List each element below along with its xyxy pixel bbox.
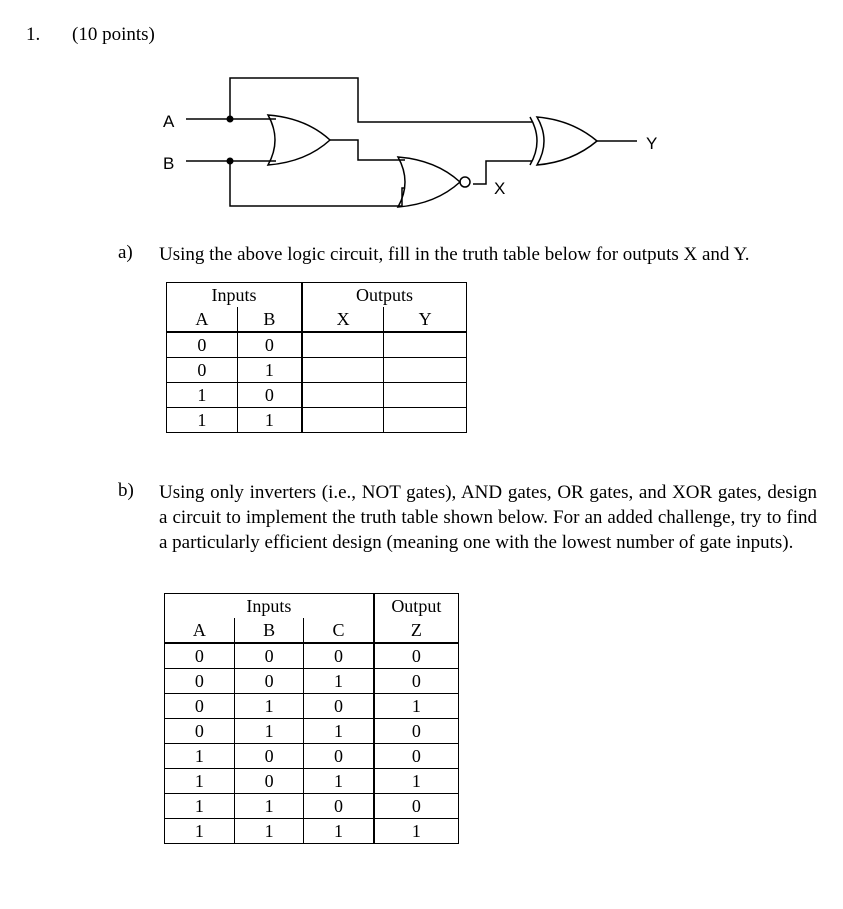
cell-x[interactable] (302, 358, 384, 383)
column-header-a: A (165, 618, 235, 643)
cell-b: 1 (237, 358, 302, 383)
part-b-label: b) (118, 480, 134, 501)
header-outputs: Outputs (302, 283, 466, 308)
table-row (167, 408, 467, 433)
cell-z: 1 (374, 819, 459, 844)
cell-c: 0 (304, 794, 374, 819)
table-row (165, 794, 459, 819)
cell-y[interactable] (384, 383, 467, 408)
cell-z: 0 (374, 744, 459, 769)
xor-input-curve (530, 117, 537, 165)
cell-b: 1 (234, 719, 304, 744)
question-points: (10 points) (72, 24, 155, 45)
table-row (167, 358, 467, 383)
cell-b: 1 (234, 794, 304, 819)
cell-b: 0 (234, 669, 304, 694)
question-number: 1. (26, 24, 41, 45)
cell-y[interactable] (384, 408, 467, 433)
table-row (165, 694, 459, 719)
column-header-b: B (234, 618, 304, 643)
nor-inverter-bubble (460, 177, 470, 187)
cell-a: 0 (167, 332, 238, 358)
part-a-text: Using the above logic circuit, fill in the truth table below for outputs X and Y. (159, 244, 750, 265)
cell-z: 0 (374, 669, 459, 694)
cell-a: 0 (165, 694, 235, 719)
column-header-z: Z (374, 618, 459, 643)
part-b-text: Using only inverters (i.e., NOT gates), AND gates, OR gates, and XOR gates, design a circuit to implement the truth table shown below. For an added challenge, try to find a particularly efficient design (meaning one with the lowest number of gate inputs). (159, 482, 817, 553)
xor-gate (537, 117, 597, 165)
cell-a: 1 (165, 794, 235, 819)
part-a-label: a) (118, 242, 133, 263)
cell-b: 0 (234, 769, 304, 794)
table-row (165, 819, 459, 844)
wire-b-to-nor (230, 161, 405, 206)
table-row (165, 719, 459, 744)
table-row (165, 744, 459, 769)
truth-table-b (164, 593, 459, 844)
nor-gate (398, 157, 460, 207)
cell-a: 0 (165, 669, 235, 694)
cell-x[interactable] (302, 383, 384, 408)
cell-b: 0 (237, 383, 302, 408)
table-row (165, 669, 459, 694)
cell-b: 0 (234, 643, 304, 669)
column-header-c: C (304, 618, 374, 643)
cell-a: 1 (165, 744, 235, 769)
column-header-b: B (237, 307, 302, 332)
cell-b: 0 (237, 332, 302, 358)
cell-c: 0 (304, 643, 374, 669)
cell-c: 0 (304, 694, 374, 719)
cell-a: 1 (167, 408, 238, 433)
cell-a: 1 (167, 383, 238, 408)
column-header-y: Y (384, 307, 467, 332)
cell-a: 0 (165, 719, 235, 744)
cell-b: 1 (234, 694, 304, 719)
column-header-x: X (302, 307, 384, 332)
cell-a: 0 (167, 358, 238, 383)
column-header-a: A (167, 307, 238, 332)
wire-or-to-nor (330, 140, 405, 160)
cell-y[interactable] (384, 332, 467, 358)
junction-a (227, 116, 234, 123)
cell-a: 0 (165, 643, 235, 669)
circuit-label-y: Y (646, 134, 658, 153)
table-row (167, 332, 467, 358)
circuit-label-a: A (163, 112, 175, 131)
cell-c: 0 (304, 744, 374, 769)
truth-table-a (166, 282, 467, 433)
cell-b: 0 (234, 744, 304, 769)
or-gate (268, 115, 330, 165)
table-row (165, 769, 459, 794)
cell-b: 1 (237, 408, 302, 433)
logic-circuit-diagram (0, 0, 843, 240)
header-inputs: Inputs (167, 283, 303, 308)
cell-a: 1 (165, 769, 235, 794)
cell-c: 1 (304, 819, 374, 844)
cell-z: 0 (374, 719, 459, 744)
header-inputs: Inputs (165, 594, 374, 619)
cell-z: 0 (374, 794, 459, 819)
header-output: Output (374, 594, 459, 619)
cell-x[interactable] (302, 408, 384, 433)
cell-b: 1 (234, 819, 304, 844)
circuit-label-b: B (163, 154, 175, 173)
cell-c: 1 (304, 719, 374, 744)
cell-c: 1 (304, 769, 374, 794)
cell-z: 1 (374, 769, 459, 794)
cell-x[interactable] (302, 332, 384, 358)
cell-z: 1 (374, 694, 459, 719)
cell-y[interactable] (384, 358, 467, 383)
cell-z: 0 (374, 643, 459, 669)
circuit-label-x: X (494, 179, 506, 198)
cell-c: 1 (304, 669, 374, 694)
table-row (167, 383, 467, 408)
cell-a: 1 (165, 819, 235, 844)
junction-b (227, 158, 234, 165)
table-row (165, 643, 459, 669)
